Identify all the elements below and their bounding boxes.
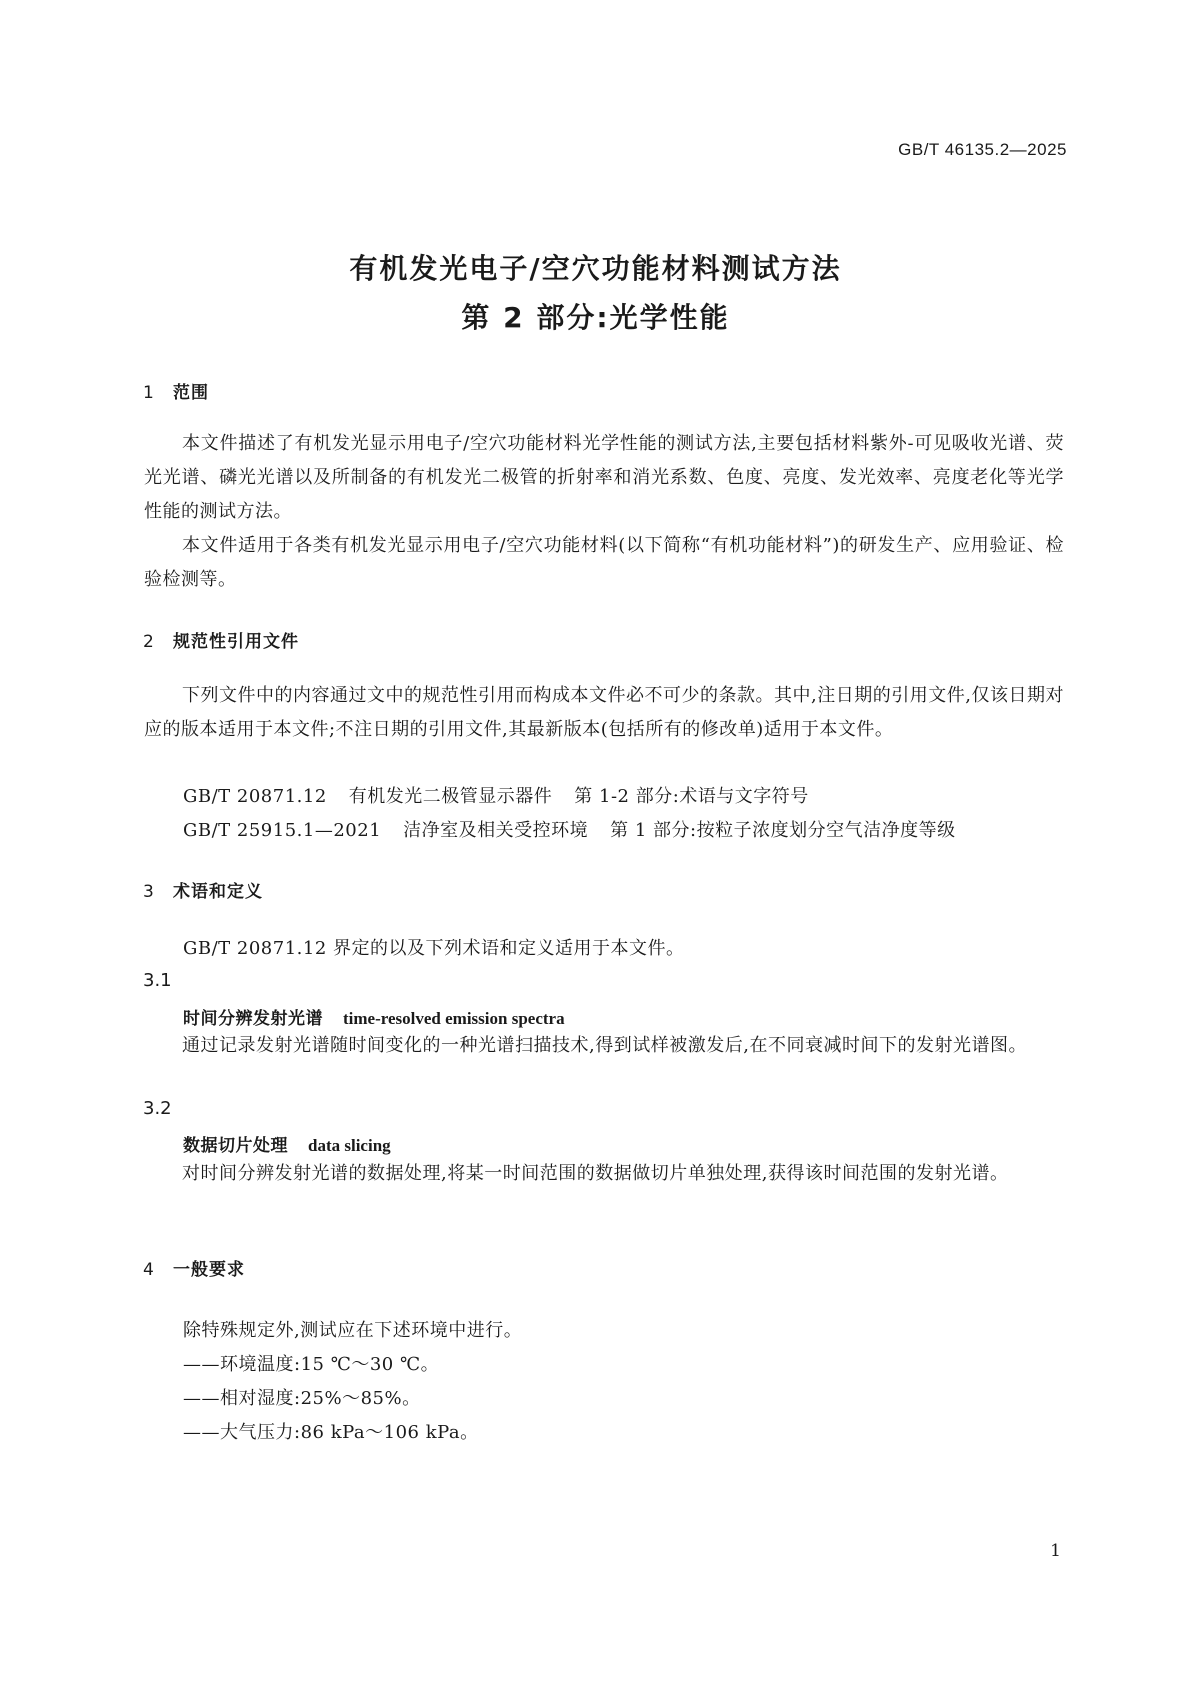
paragraph: 本文件描述了有机发光显示用电子/空穴功能材料光学性能的测试方法,主要包括材料紫外-可见吸收光谱、荧光光谱、磷光光谱以及所制备的有机发光二极管的折射率和消光系数、色度、亮度、发光效率、亮度老化等光学性能的测试方法。	[144, 433, 1064, 522]
list-item: ——环境温度:15 ℃～30 ℃。	[183, 1354, 440, 1375]
term-zh: 数据切片处理	[183, 1136, 288, 1156]
section-number: 1	[143, 383, 155, 403]
reference-name: 洁净室及相关受控环境	[403, 820, 589, 841]
list-item: ——相对湿度:25%～85%。	[183, 1388, 421, 1409]
section-heading-4	[143, 1255, 245, 1280]
reference-part: 第 1-2 部分:术语与文字符号	[574, 786, 809, 807]
section-heading-1	[143, 378, 209, 403]
term-heading	[183, 1131, 391, 1156]
paragraph: 除特殊规定外,测试应在下述环境中进行。	[183, 1320, 523, 1341]
standard-code: GB/T 46135.2—2025	[898, 140, 1067, 159]
section-number: 4	[143, 1260, 155, 1280]
term-definition: 对时间分辨发射光谱的数据处理,将某一时间范围的数据做切片单独处理,获得该时间范围的发射光谱。	[182, 1163, 1009, 1184]
reference-code: GB/T 20871.12	[183, 786, 327, 807]
section-title: 术语和定义	[173, 882, 263, 902]
term-en: data slicing	[308, 1136, 391, 1155]
page-number: 1	[1050, 1541, 1061, 1561]
paragraph: 本文件适用于各类有机发光显示用电子/空穴功能材料(以下简称“有机功能材料”)的研发生产、应用验证、检验检测等。	[144, 535, 1064, 590]
reference-part: 第 1 部分:按粒子浓度划分空气洁净度等级	[610, 820, 956, 841]
section-title: 范围	[173, 383, 209, 403]
reference-item	[183, 816, 956, 842]
section-number: 3	[143, 882, 155, 902]
clause-number: 3.2	[143, 1098, 172, 1119]
section-title: 规范性引用文件	[173, 632, 299, 652]
section-heading-3	[143, 877, 263, 902]
reference-item	[183, 782, 809, 808]
paragraph: GB/T 20871.12 界定的以及下列术语和定义适用于本文件。	[183, 938, 685, 959]
reference-name: 有机发光二极管显示器件	[348, 786, 553, 807]
document-subtitle: 第 2 部分:光学性能	[461, 301, 730, 334]
section-heading-2	[143, 627, 299, 652]
term-heading	[183, 1004, 565, 1029]
document-title: 有机发光电子/空穴功能材料测试方法	[349, 252, 842, 285]
term-definition: 通过记录发射光谱随时间变化的一种光谱扫描技术,得到试样被激发后,在不同衰减时间下的发射光谱图。	[182, 1035, 1027, 1056]
paragraph: 下列文件中的内容通过文中的规范性引用而构成本文件必不可少的条款。其中,注日期的引用文件,仅该日期对应的版本适用于本文件;不注日期的引用文件,其最新版本(包括所有的修改单)适用于本文件。	[144, 685, 1064, 740]
reference-code: GB/T 25915.1—2021	[183, 820, 382, 841]
term-zh: 时间分辨发射光谱	[183, 1009, 323, 1029]
list-item: ——大气压力:86 kPa～106 kPa。	[183, 1422, 479, 1443]
term-en: time-resolved emission spectra	[343, 1009, 565, 1028]
clause-number: 3.1	[143, 970, 172, 991]
section-title: 一般要求	[173, 1260, 245, 1280]
section-number: 2	[143, 632, 155, 652]
